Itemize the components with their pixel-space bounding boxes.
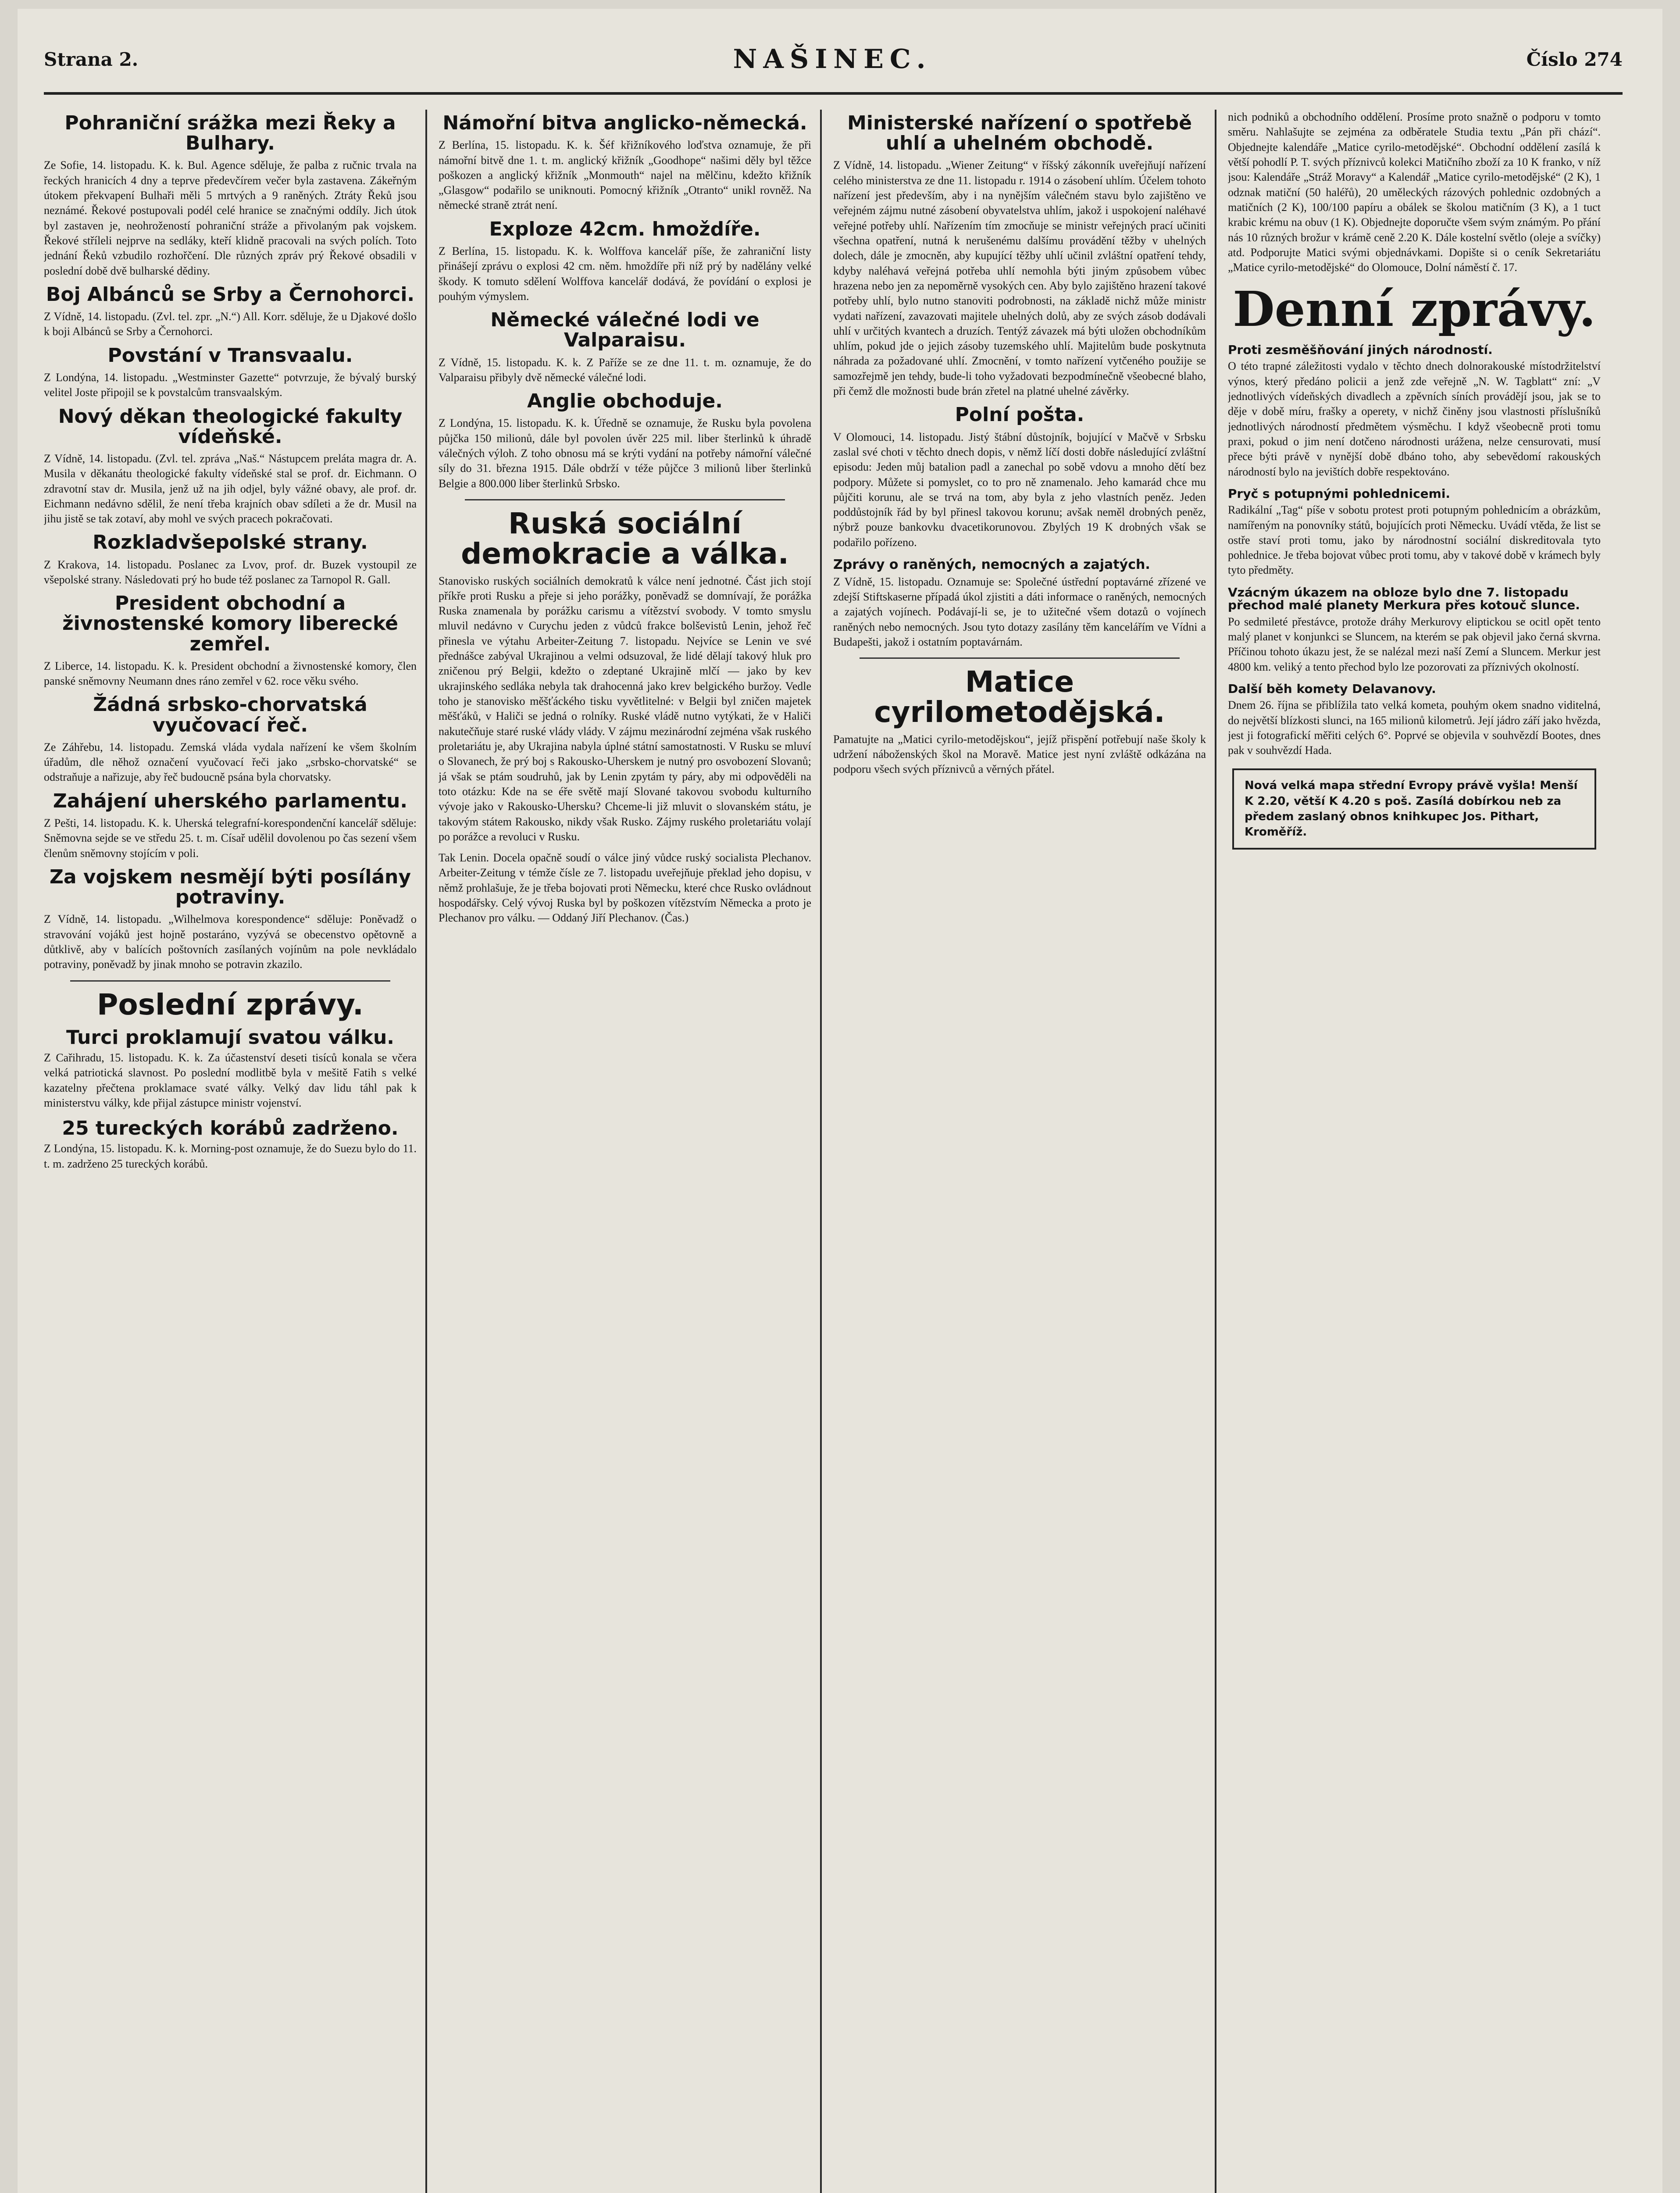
- column-3: [833, 110, 1206, 2193]
- column-2: [439, 110, 811, 2193]
- article-body: Z Londýna, 14. listopadu. „Westminster Gazette“ potvrzuje, že bývalý burský velitel Joste připojil se k povstalcům transvaalským.: [44, 371, 417, 399]
- article-body: Z Vídně, 14. listopadu. (Zvl. tel. zpráva „Naš.“ Nástupcem preláta magra dr. A. Musila v děkanátu theologické fakulty vídeňské stal se prof. dr. Eichmann. O zdravotní stav dr. Musila, jenž už na jih odjel, byly vážné obavy, ale prof. dr. Eichmann nedávno sdělil, že není třeba krajních obav sdíleti a že dr. Musil na jihu jistě se tak zotaví, aby mohl ve svých pracech pokračovati.: [44, 452, 417, 525]
- column-4: [1228, 110, 1601, 2193]
- article-title: Povstání v Transvaalu.: [107, 344, 353, 367]
- article-title: Zprávy o raněných, nemocných a zajatých.: [833, 557, 1150, 573]
- newspaper-name: NAŠINEC.: [733, 44, 932, 75]
- article-body: Tak Lenin. Docela opačně soudí o válce jiný vůdce ruský socialista Plechanov. Arbeiter-Zeitung v témže čísle ze 7. listopadu uveřejňuje překlad jeho dopisu, v němž prohlašuje, že je třeba bojovati proti Německu, které chce Rusko ovládnout hospodářsky. Celý vývoj Ruska byl by poškozen vítězstvím Německa a proto je Plechanov pro válku. — Oddaný Jiří Plechanov. (Čas.): [439, 851, 811, 925]
- article-title: 25 tureckých korábů zadrženo.: [62, 1117, 399, 1140]
- article-body: Pamatujte na „Matici cyrilo-metodějskou“, jejíž přispění potřebují naše školy k udržení náboženských škol na Moravě. Matice jest nyní zvláště odkázána na podporu všech svých příznivců a věrných přátel.: [833, 732, 1206, 776]
- article-body: Z Berlína, 15. listopadu. K. k. Šéf křižníkového loďstva oznamuje, že při námořní bitvě dne 1. t. m. anglický křižník „Goodhope“ našimi děly byl těžce poškozen a anglický křižník „Monmouth“ najel na mělčinu, kdežto křižník „Glasgow“ podařilo se uniknouti. Pomocný křižník „Otranto“ unikl rovněž. Na německé straně ztrát není.: [439, 139, 811, 212]
- article-body: Z Vídně, 14. listopadu. (Zvl. tel. zpr. „N.“) All. Korr. sděluje, že u Djakové došlo k boji Albánců se Srby a Černohorci.: [44, 310, 417, 338]
- article-title: Zahájení uherského parlamentu.: [53, 789, 408, 812]
- article-body: Z Londýna, 15. listopadu. K. k. Morning-post oznamuje, že do Suezu bylo do 11. t. m. zadrženo 25 tureckých korábů.: [44, 1142, 417, 1170]
- article-title: Rozkladvšepolské strany.: [93, 531, 368, 554]
- article-title: Za vojskem nesmějí býti posílány potraviny.: [49, 865, 411, 909]
- article-title: Nový děkan theologické fakulty vídeňské.: [58, 405, 403, 448]
- article-body: Po sedmileté přestávce, protože dráhy Merkurovy eliptickou se ocitl opět tento malý planet v konjunkci se Sluncem, na kterém se pak objevil jako černá skvrna. Příčinou tohoto úkazu jest, že se nalézal mezi naší Zemí a Sluncem. Merkur jest 4800 km. veliký a tento přechod bylo lze pozorovati za příznivých okolností.: [1228, 615, 1601, 673]
- article-title: Proti zesměšňování jiných národností.: [1228, 342, 1493, 357]
- article-body: nich podniků a obchodního oddělení. Prosíme proto snažně o podporu v tomto směru. Nahlašujte se zejména za odběratele Studia textu „Pán při chází“. Objednejte kalendáře „Matice cyrilo-metodějské“. Obchodní oddělení zasílá k větší pohodlí P. T. svých příznivců kolekci Matičního zboží za 10 K franko, v níž jsou: Kalendáře „Stráž Moravy“ a Kalendář „Matice cyrilo-metodějské“ (2 K), 1 odznak matiční (50 haléřů), 20 uměleckých rázových pohlednic ozdobných a matičních (2 K), 100/100 papíru a obálek se školou matičním (3 K), a 1 tuct krabic krému na obuv (1 K). Objednejte doporučte všem svým známým. Po přání nás 10 různých brožur v krámě ceně 2.20 K. Dále kostelní světlo (oleje a svíčky) atd. Podporujte Matici svými objednávkami. Dopište si o ceník Sekretariátu „Matice cyrilo-metodějské“ do Olomouce, Dolní náměstí č. 17.: [1228, 111, 1601, 274]
- article-body: Radikální „Tag“ píše v sobotu protest proti potupným pohlednicím a obrázkům, namířeným na ponovníky států, bojujících proti Německu. Uvádí vtěda, že list se ostře staví proti tomu, jako by národnostní sociální diskreditovala tyto pohlednice. Je třeba bojovat vůbec proti tomu, aby v takové době v krámech byly tyto předměty.: [1228, 504, 1601, 577]
- article-body: Z Vídně, 15. listopadu. K. k. Z Paříže se ze dne 11. t. m. oznamuje, že do Valparaisu přibyly dvě německé válečné lodi.: [439, 356, 811, 384]
- article-title: President obchodní a živnostenské komory liberecké zemřel.: [62, 592, 398, 655]
- page-label: Strana 2.: [44, 48, 139, 70]
- article-title: Pryč s potupnými pohlednicemi.: [1228, 486, 1451, 501]
- article-title: Polní pošta.: [955, 404, 1084, 426]
- article-body: Z Vídně, 14. listopadu. „Wiener Zeitung“ v říšský zákonník uveřejňují nařízení celého ministerstva ze dne 11. listopadu r. 1914 o zásobení uhlím. Účelem tohoto nařízení jest především, aby i na nynějším válečném stavu bylo zajištěno ve veřejném zájmu nutné zásobení obyvatelstva uhlím, jakož i uspokojení naléhavé veřejné potřeby uhlí. Nařízením tím zmocňuje se ministr veřejných prací učiniti všechna opatření, nutná k nerušenému dalšímu provádění těžby v uhelných dolech, dále je zmocněn, aby kupující těžby uhlí učinil zvláštní opatření tehdy, kdyby naléhavá veřejná potřeba uhlí nemohla býti jiným způsobem vůbec hrazena nebo jen za nepoměrně vysokých cen. Aby bylo zajištěno hrazení takové potřeby uhlí, bylo nutno stanoviti podrobnosti, na základě nichž může ministr vydati nařízení, zavazovati majitele uhelných dolů, aby ze svých zásob dodávali uhlí v určitých kvantech a druzích. Tentýž závazek má býti uložen obchodníkům uhlím, pokud jde o jejich zásoby tuzemského uhlí. Majitelům bude poskytnuta náhrada za požadované uhlí. Zmocnění, v tomto nařízení vytčeného použije se samozřejmě jen tehdy, bude-li toho vyžadovati bezpodmínečně všeobecné blaho, při čemž dle možnosti bude brán zřetel na platné uhelné závěrky.: [833, 159, 1206, 398]
- article-body: O této trapné záležitosti vydalo v těchto dnech dolnorakouské místodržitelství výnos, který předáno policii a jenž zde veřejně „N. W. Tagblatt“ zní: „V jednotlivých vídeňských divadlech a zpěvních síních provádějí jsou, jak se to děje v době míru, frašky a operety, v nichž činěny jsou vlastnosti příslušníků jednotlivých národností předmětem výsměchu. I když všeobecně proti tomu praxi, pokud o jim není dotčeno národnosti urážena, nelze censurovati, musí přece býti právě v nynější době dbáno toho, aby sebevědomí rakouských národností bylo na jevištích dobře respektováno.: [1228, 360, 1601, 478]
- column-rule: [1215, 110, 1216, 2193]
- article-title: Ministerské nařízení o spotřebě uhlí a uhelném obchodě.: [847, 112, 1192, 155]
- article-title: Ruská sociální demokracie a válka.: [461, 506, 789, 571]
- advertisement-box: Nová velká mapa střední Evropy právě vyšla! Menší K 2.20, větší K 4.20 s poš. Zasílá dobírkou neb za předem zaslaný obnos knihkupec Jos. Pithart, Kroměříž.: [1232, 768, 1596, 849]
- newspaper-page: [18, 9, 1662, 2193]
- section-divider: [70, 980, 390, 982]
- article-body: Ze Sofie, 14. listopadu. K. k. Bul. Agence sděluje, že palba z ručnic trvala na řeckých hranicích 4 dny a teprve předevčírem večer byla zastavena. Zákeřným útokem překvapení Bulhaři měli 5 mrtvých a 9 raněných. Ztráty Řeků jsou neznámé. Řekové postupovali podél celé hranice se značnými oddíly. Jich útok byl zastaven je, neohrožeností pohraniční stráže a přivolaným pak vojskem. Řekové stříleli nejprve na sedláky, kteří klidně pracovali na svých polích. Toto jednání Řeků vzbudilo rozhořčení. Dle různých zpráv prý Řekové obsadili v poslední době dvě bulharské dědiny.: [44, 159, 417, 277]
- column-1: [44, 110, 417, 2193]
- article-title: Žádná srbsko-chorvatská vyučovací řeč.: [93, 693, 367, 736]
- article-title: Německé válečné lodi ve Valparaisu.: [490, 309, 760, 352]
- article-title: Exploze 42cm. hmoždíře.: [489, 218, 761, 240]
- article-title: Matice cyrilometodějská.: [874, 665, 1165, 729]
- section-heading-daily: Denní zprávy.: [1233, 281, 1596, 338]
- article-body: Z Berlína, 15. listopadu. K. k. Wolffova kancelář píše, že zahraniční listy přinášejí zprávu o explosi 42 cm. něm. hmoždíře při níž prý by nadělány velké škody. K tomuto sdělení Wolffova kancelář dodává, že povídání o explosi je pouhým výmyslem.: [439, 244, 811, 303]
- section-heading-latest: Poslední zprávy.: [96, 987, 364, 1021]
- article-body: Dnem 26. října se přiblížila tato velká kometa, pouhým okem snadno viditelná, do největší blízkosti slunci, na 165 milionů kilometrů. Její jádro září jako hvězda, jest ji fotografickí měřiti celých 6°. Poprvé se objevila v souhvězdí Bootes, dnes pak v souhvězdí Hada.: [1228, 699, 1601, 757]
- article-body: Z Vídně, 14. listopadu. „Wilhelmova korespondence“ sděluje: Poněvadž o stravování vojáků jest hojně postaráno, vyzývá se obecenstvo opětovně a důtklivě, aby v balících poštovních zasílaných vojínům na pole nevkládalo potraviny, poněvadž by jinak mnoho se potravin zkazilo.: [44, 913, 417, 971]
- article-body: Z Pešti, 14. listopadu. K. k. Uherská telegrafní-korespondenční kancelář sděluje: Sněmovna sejde se ve středu 25. t. m. Císař udělil dovolenou po čas sezení všem členům sněmovny stojícím v poli.: [44, 816, 417, 860]
- article-title: Pohraniční srážka mezi Řeky a Bulhary.: [64, 112, 396, 155]
- article-body: Z Cařihradu, 15. listopadu. K. k. Za účastenství deseti tisíců konala se včera velká patriotická slavnost. Po poslední modlitbě byla v mešitě Fatih s velké kazatelny přečtena proklamace svaté války. Velký dav lidu táhl pak k ministerstvu války, kde přijal zástupce ministr vojenství.: [44, 1051, 417, 1109]
- issue-number: Číslo 274: [1526, 48, 1623, 70]
- article-body: Z Vídně, 15. listopadu. Oznamuje se: Společné ústřední poptavárné zřízené ve zdejší Stiftskaserne případá úkol zjistiti a dáti informace o raněných, nemocných a zajatých vojínech. Podávají-li se, je to užitečné všem dotazů o vojínech raněných nebo nemocných. Jsou tyto dotazy zasílány těm kancelářím ve Vídni a Budapešti, jakož i ostatním poptavárnám.: [833, 575, 1206, 648]
- article-body: Z Liberce, 14. listopadu. K. k. President obchodní a živnostenské komory, člen panské sněmovny Neumann dnes ráno zemřel v 62. roce věku svého.: [44, 659, 417, 688]
- article-body: Z Londýna, 15. listopadu. K. k. Úředně se oznamuje, že Rusku byla povolena půjčka 150 milionů, dále byl povolen úvěr 225 mil. liber šterlinků k úhradě válečných výloh. Z toho obnosu má se krýti vydání na potřeby námořní válečné síly do 31. března 1915. Dále obdrží v téže půjčce 3 milionů liber šterlinků Belgie a 800.000 liber šterlinků Srbsko.: [439, 417, 811, 490]
- article-title: Námořní bitva anglicko-německá.: [442, 112, 807, 134]
- section-divider: [860, 657, 1180, 659]
- article-title: Turci proklamují svatou válku.: [66, 1026, 395, 1049]
- article-body: Z Krakova, 14. listopadu. Poslanec za Lvov, prof. dr. Buzek vystoupil ze všepolské strany. Následovati prý ho bude též poslanec za Tarnopol R. Gall.: [44, 558, 417, 586]
- article-title: Vzácným úkazem na obloze bylo dne 7. listopadu přechod malé planety Merkura přes kotouč slunce.: [1228, 585, 1580, 613]
- article-body: Stanovisko ruských sociálních demokratů k válce není jednotné. Část jich stojí příkře proti Rusku a přeje si jeho porážky, poněvadž se domnívají, že porážka Ruska znamenala by porážku carismu a vítězství svobody. V tomto smyslu mluvil nedávno v Curychu jeden z vůdců frakce bolševistů Lenin, jehož řeč přinesla ve výtahu Arbeiter-Zeitung 7. listopadu. Nejvíce se Lenin ve své přednášce zabýval Ukrajinou a velmi odsuzoval, že lidé dělají takový hluk pro zničenou prý Belgii, kdežto o zdeptané Ukrajině mlčí — jako by kev ukrajinského sedláka nebyla tak drahocenná jako krev belgického buržoy. Vedle toho je stanovisko měšťáckého tisku vyvětlitelné: v Belgii byl zničen majetek měšťáků, v Haliči se jedná o rolníky. Ruské vládě nutno vytýkati, že v Haliči nakutečňuje staré ruské vlády vlády. V zájmu mezinárodní zejména však ruského proletariátu je, aby Ukrajina nabyla úplné státní samostatnosti. V Rusku se mluví o Slovanech, že prý boj s Rakousko-Uherskem je nutný pro osvobození Slovanů; já však se ptám soudruhů, jak by Lenin zpytám ty páry, aby mi odpověděli na toto otázku: Kde na se éře světě mají Slované takovou svobodu kulturního vývoje jako v Rakousko-Uhersku? Chceme-li již mluvit o slovanském státu, je takovým státem Rakousko, nikdy však Rusko. Zájmy ruského proletariátu volají po porážce a revoluci v Rusku.: [439, 574, 811, 843]
- column-rule: [820, 110, 822, 2193]
- section-divider: [465, 499, 785, 500]
- article-body: Ze Záhřebu, 14. listopadu. Zemská vláda vydala nařízení ke všem školním úřadům, dle něhož označení vyučovací řeči jako „srbsko-chorvatské“ se odstraňuje a nařizuje, aby řeč budoucně psána byla chorvatsky.: [44, 740, 417, 784]
- column-rule: [425, 110, 427, 2193]
- article-title: Anglie obchoduje.: [527, 390, 723, 413]
- article-body: V Olomouci, 14. listopadu. Jistý štábní důstojník, bojující v Mačvě v Srbsku zaslal své choti v těchto dnech dopis, v němž líčí dosti dobře následující zvláštní episodu: Jeden můj batalion padl a zanechal po sobě vdovu a mnoho dětí bez podpory. Můžete si pomyslet, co to pro ně znamenalo. Jeho kamarád chce mu půjčiti korunu, ale se trvá na tom, aby byla z jeho vlastních peněz. Jeden poddůstojník řád by byl přinesl takovou korunu; avšak neměl drobných peněz, nýbrž pouze bankovku dvacetikorunovou. Zbylých 19 K drobných však se podařilo pořízeno.: [833, 430, 1206, 549]
- masthead: [44, 26, 1623, 95]
- article-title: Boj Albánců se Srby a Černohorci.: [46, 283, 415, 306]
- article-title: Další běh komety Delavanovy.: [1228, 681, 1436, 696]
